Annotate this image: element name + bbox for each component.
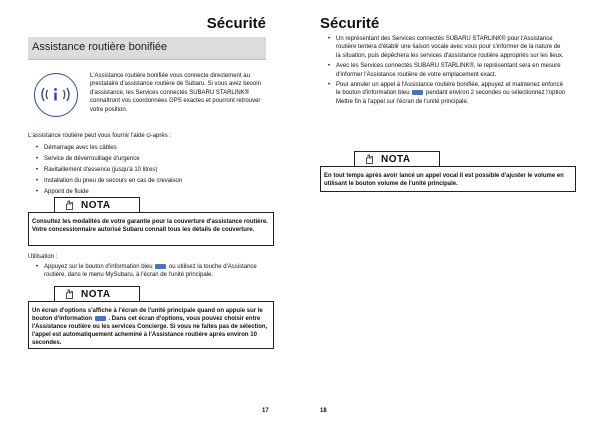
- help-intro: L'assistance routière peut vous fournir l'aide ci-après :: [28, 133, 172, 139]
- list-item: • Service de déverrouillage d'urgence: [34, 154, 274, 165]
- list-item-text-end: pendant environ 2 secondes ou sélectionnez l'option Mettre fin à l'appel sur l'écran de l'unité principale.: [336, 90, 566, 105]
- blue-info-button-icon: [95, 316, 106, 321]
- note-hand-icon: [365, 154, 374, 164]
- note-hand-icon: [65, 200, 74, 210]
- note-text: Consultez les modalités de votre garantie pour la couverture d'assistance routière. Votre concessionnaire autorisé Subaru connaît tous les détails de couverture.: [32, 219, 268, 233]
- list-item: [326, 81, 566, 106]
- list-item-text-start: Pour annuler un appel à l'Assistance routière bonifiée, appuyez et maintenez enfoncé le bouton d'information bleu: [336, 82, 563, 97]
- blue-info-button-icon: [412, 90, 423, 95]
- right-page: [300, 0, 600, 430]
- usage-item: • Appuyez sur le bouton d'information bleu ou utilisez la touche d'Assistance routière, dans le menu MySubaru, à l'écran de l'unité principale.: [36, 264, 257, 279]
- note-text-start: Un écran d'options s'affiche à l'écran de l'unité principale quand on appuie sur le bouton d'information: [32, 308, 263, 322]
- list-item: • Ravitaillement d'essence (jusqu'à 10 litres): [34, 165, 274, 176]
- intro-paragraph: L'Assistance routière bonifiée vous connecte directement au prestataire d'assistance routière de Subaru. Si vous avez besoin d'assistance, les Services connectés SUBARU STARLINK® connaîtront vos coordonnées GPS exactes et pourront retrouver votre position.: [90, 73, 261, 113]
- note-tab: [54, 197, 140, 213]
- note-label: NOTA: [81, 289, 111, 300]
- section-heading: Assistance routière bonifiée: [32, 41, 168, 53]
- note-box: [28, 212, 274, 246]
- note-label: NOTA: [381, 154, 411, 165]
- usage-text-end: ou utilisez la touche d'Assistance routière, dans le menu MySubaru, à l'écran de l'unité principale.: [44, 264, 257, 279]
- note-box: [320, 166, 576, 192]
- help-list: [34, 143, 274, 198]
- page-title: Sécurité: [206, 15, 266, 32]
- list-item: • Appoint de fluide: [34, 187, 274, 198]
- page-number: 18: [320, 408, 327, 414]
- note-hand-icon: [65, 289, 74, 299]
- right-bullet-list: [326, 35, 566, 108]
- list-item: • Démarrage avec les câbles: [34, 143, 274, 154]
- usage-text-start: Appuyez sur le bouton d'information bleu: [44, 264, 153, 270]
- list-item: • Avec les Services connectés SUBARU STARLINK®, le représentant sera en mesure d'informer l'Assistance routière de votre emplacement exact.: [326, 62, 566, 79]
- note-box: [28, 301, 274, 349]
- page-title: Sécurité: [320, 15, 380, 32]
- note-tab: [354, 151, 440, 167]
- note-text-end: . Dans cet écran d'options, vous pouvez choisir entre l'Assistance routière ou les services Concierge. Si vous ne faites pas de sélection, l'appel est automatiquement acheminé à l'Assistance routière après environ 10 secondes.: [32, 316, 268, 346]
- list-item: • Un représentant des Services connectés SUBARU STARLINK® pour l'Assistance routière tentera d'établir une liaison vocale avec vous pour s'informer de la nature de la situation, puis dépêchera les services d'assistance routière appropriés sur les lieux.: [326, 35, 566, 60]
- page-number: 17: [262, 408, 269, 414]
- section-heading-bar: [28, 37, 266, 60]
- note-tab: [54, 286, 140, 302]
- list-item: • Installation du pneu de secours en cas de crevaison: [34, 176, 274, 187]
- note-text: [32, 307, 270, 347]
- blue-info-button-icon: [155, 264, 166, 269]
- roadside-assistance-icon: [34, 73, 78, 117]
- note-label: NOTA: [81, 200, 111, 211]
- note-text: En tout temps après avoir lancé un appel vocal il est possible d'ajuster le volume en utilisant le bouton volume de l'unité principale.: [324, 173, 564, 187]
- usage-heading: Utilisation :: [28, 254, 58, 260]
